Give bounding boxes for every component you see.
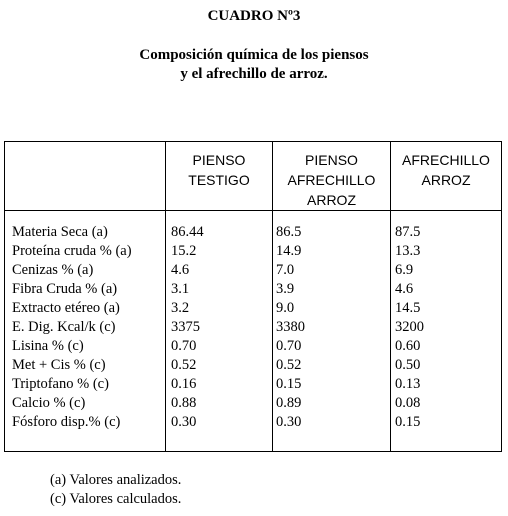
row-label: Met + Cis % (c) <box>12 357 106 373</box>
header-line: ARROZ <box>307 192 356 208</box>
header-line: PIENSO <box>305 152 358 168</box>
row-label: Extracto etéreo (a) <box>12 300 120 316</box>
table-row <box>5 394 501 413</box>
row-label: Triptofano % (c) <box>12 376 109 392</box>
cell-pienso-testigo: 86.44 <box>171 224 204 240</box>
table-row <box>5 375 501 394</box>
cell-pienso-testigo: 0.88 <box>171 395 197 411</box>
header-line: ARROZ <box>421 172 471 188</box>
table-notes <box>50 471 181 509</box>
cell-afrechillo-arroz: 0.50 <box>395 357 421 373</box>
cell-afrechillo-arroz: 4.6 <box>395 281 414 297</box>
note-calculated: (c) Valores calculados. <box>50 491 182 507</box>
cell-pienso-afrechillo: 3.9 <box>276 281 295 297</box>
cell-pienso-afrechillo: 3380 <box>276 319 305 335</box>
row-label: E. Dig. Kcal/k (c) <box>12 319 116 335</box>
cell-afrechillo-arroz: 0.08 <box>395 395 421 411</box>
header-divider <box>5 210 501 211</box>
cell-afrechillo-arroz: 0.13 <box>395 376 421 392</box>
cell-pienso-afrechillo: 86.5 <box>276 224 302 240</box>
row-label: Lisina % (c) <box>12 338 84 354</box>
table-row <box>5 280 501 299</box>
cell-pienso-testigo: 3375 <box>171 319 200 335</box>
cell-pienso-afrechillo: 0.52 <box>276 357 302 373</box>
row-label: Calcio % (c) <box>12 395 86 411</box>
row-label: Materia Seca (a) <box>12 224 108 240</box>
table-subtitle-line-1: Composición química de los piensos <box>139 47 369 63</box>
row-label: Cenizas % (a) <box>12 262 94 278</box>
composition-table <box>4 141 502 452</box>
table-row <box>5 337 501 356</box>
table-row <box>5 318 501 337</box>
cell-pienso-testigo: 0.52 <box>171 357 197 373</box>
cell-afrechillo-arroz: 87.5 <box>395 224 421 240</box>
cell-pienso-afrechillo: 0.89 <box>276 395 302 411</box>
column-header-pienso-afrechillo-arroz <box>273 150 390 210</box>
cell-afrechillo-arroz: 0.60 <box>395 338 421 354</box>
table-row <box>5 299 501 318</box>
table-subtitle-line-2: y el afrechillo de arroz. <box>180 66 328 82</box>
cell-afrechillo-arroz: 13.3 <box>395 243 421 259</box>
row-label: Fósforo disp.% (c) <box>12 414 121 430</box>
table-body <box>5 223 501 432</box>
cell-pienso-afrechillo: 9.0 <box>276 300 295 316</box>
header-line: AFRECHILLO <box>402 152 490 168</box>
cell-pienso-testigo: 0.16 <box>171 376 197 392</box>
column-header-pienso-testigo <box>166 150 272 190</box>
header-line: PIENSO <box>192 152 246 168</box>
cell-pienso-testigo: 0.30 <box>171 414 197 430</box>
table-row <box>5 356 501 375</box>
table-row <box>5 261 501 280</box>
cell-pienso-testigo: 3.1 <box>171 281 190 297</box>
row-label: Fibra Cruda % (a) <box>12 281 118 297</box>
note-analyzed: (a) Valores analizados. <box>50 472 182 488</box>
cell-pienso-testigo: 15.2 <box>171 243 197 259</box>
cell-afrechillo-arroz: 14.5 <box>395 300 421 316</box>
cell-pienso-afrechillo: 0.30 <box>276 414 302 430</box>
cell-pienso-testigo: 0.70 <box>171 338 197 354</box>
cell-pienso-afrechillo: 0.70 <box>276 338 302 354</box>
header-line: AFRECHILLO <box>287 172 376 188</box>
cell-pienso-testigo: 3.2 <box>171 300 190 316</box>
cell-afrechillo-arroz: 0.15 <box>395 414 421 430</box>
cell-afrechillo-arroz: 3200 <box>395 319 424 335</box>
table-row <box>5 223 501 242</box>
cell-pienso-testigo: 4.6 <box>171 262 190 278</box>
cell-afrechillo-arroz: 6.9 <box>395 262 414 278</box>
column-header-afrechillo-arroz <box>391 150 501 190</box>
table-row <box>5 413 501 432</box>
header-line: TESTIGO <box>188 172 250 188</box>
cell-pienso-afrechillo: 7.0 <box>276 262 295 278</box>
cell-pienso-afrechillo: 0.15 <box>276 376 302 392</box>
row-label: Proteína cruda % (a) <box>12 243 132 259</box>
table-caption: CUADRO Nº3 <box>207 8 301 24</box>
cell-pienso-afrechillo: 14.9 <box>276 243 302 259</box>
table-row <box>5 242 501 261</box>
